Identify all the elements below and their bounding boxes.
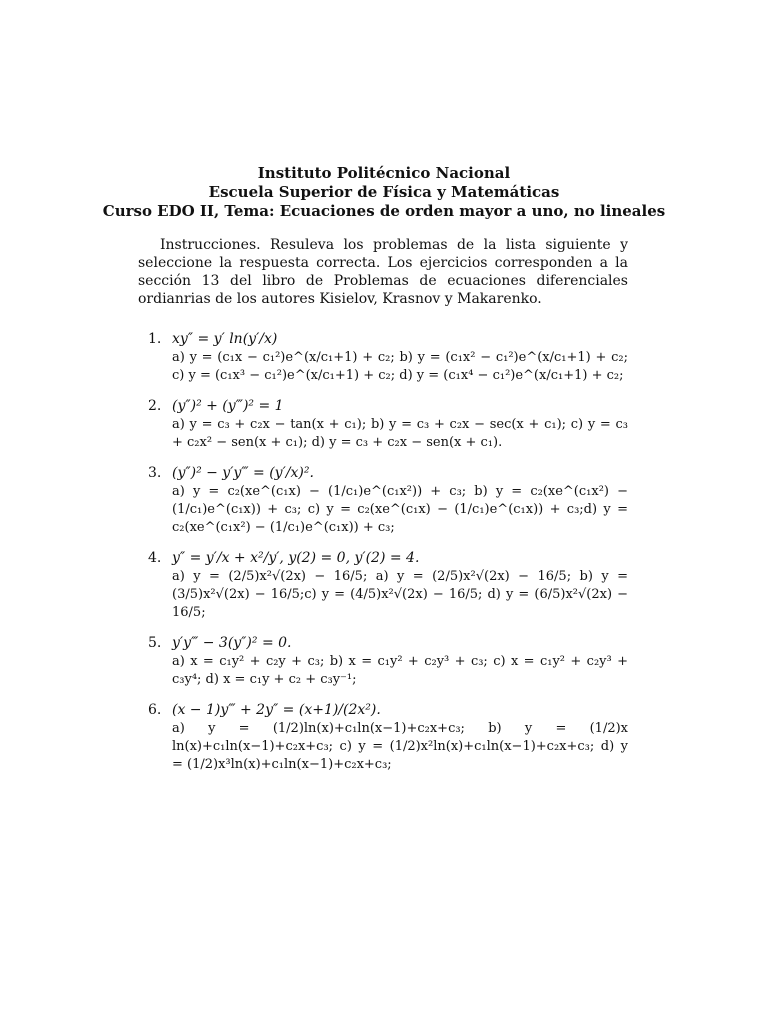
problem-number: 5. bbox=[148, 635, 162, 651]
course-title: Curso EDO II, Tema: Ecuaciones de orden mayor a uno, no lineales bbox=[102, 202, 666, 220]
problem-number: 2. bbox=[148, 398, 162, 414]
problem-options: a) y = (1/2)ln(x)+c₁ln(x−1)+c₂x+c₃; b) y = (1/2)x ln(x)+c₁ln(x−1)+c₂x+c₃; c) y = (1/2)x²ln(x)+c₁ln(x−1)+c₂x+c₃; d) y = (1/2)x³ln(x)+c₁ln(x−1)+c₂x+c₃; bbox=[172, 721, 628, 772]
problem-number: 6. bbox=[148, 702, 162, 718]
problem-options: a) y = c₃ + c₂x − tan(x + c₁); b) y = c₃ + c₂x − sec(x + c₁); c) y = c₃ + c₂x² − sen(x + c₁); d) y = c₃ + c₂x − sen(x + c₁). bbox=[172, 417, 628, 450]
school-title: Escuela Superior de Física y Matemáticas bbox=[208, 183, 560, 201]
problem-statement: (y″)² + (y‴)² = 1 bbox=[172, 398, 284, 414]
problem-5 bbox=[148, 634, 628, 689]
problem-statement: xy″ = y′ ln(y′/x) bbox=[172, 331, 278, 347]
problem-statement: (x − 1)y‴ + 2y″ = (x+1)/(2x²). bbox=[172, 702, 381, 718]
institution-title: Instituto Politécnico Nacional bbox=[257, 164, 511, 182]
problem-2 bbox=[148, 397, 628, 452]
problem-options: a) y = (2/5)x²√(2x) − 16/5; a) y = (2/5)x²√(2x) − 16/5; b) y = (3/5)x²√(2x) − 16/5;c) y = (4/5)x²√(2x) − 16/5; d) y = (6/5)x²√(2x) − 16/5; bbox=[172, 569, 628, 620]
problem-options: a) x = c₁y² + c₂y + c₃; b) x = c₁y² + c₂y³ + c₃; c) x = c₁y² + c₂y³ + c₃y⁴; d) x = c₁y + c₂ + c₃y⁻¹; bbox=[172, 654, 628, 687]
problem-statement: y′y‴ − 3(y″)² = 0. bbox=[172, 635, 292, 651]
problem-options: a) y = (c₁x − c₁²)e^(x/c₁+1) + c₂; b) y = (c₁x² − c₁²)e^(x/c₁+1) + c₂; c) y = (c₁x³ − c₁²)e^(x/c₁+1) + c₂; d) y = (c₁x⁴ − c₁²)e^(x/c₁+1) + c₂; bbox=[172, 350, 628, 383]
problem-6 bbox=[148, 701, 628, 774]
problem-statement: (y″)² − y′y‴ = (y′/x)². bbox=[172, 465, 314, 481]
problem-number: 4. bbox=[148, 550, 162, 566]
problem-3 bbox=[148, 464, 628, 537]
problem-list bbox=[148, 330, 628, 786]
problem-number: 1. bbox=[148, 331, 162, 347]
problem-options: a) y = c₂(xe^(c₁x) − (1/c₁)e^(c₁x²)) + c₃; b) y = c₂(xe^(c₁x²) − (1/c₁)e^(c₁x)) + c₃; c) y = c₂(xe^(c₁x) − (1/c₁)e^(c₁x)) + c₃;d) y = c₂(xe^(c₁x²) − (1/c₁)e^(c₁x)) + c₃; bbox=[172, 484, 628, 535]
document-header bbox=[0, 164, 768, 221]
problem-1 bbox=[148, 330, 628, 385]
instructions-paragraph: Instrucciones. Resuleva los problemas de la lista siguiente y seleccione la respuesta correcta. Los ejercicios corresponden a la sección 13 del libro de Problemas de ecuaciones diferenciales ordianrias de los autores Kisielov, Krasnov y Makarenko. bbox=[138, 237, 628, 307]
problem-number: 3. bbox=[148, 465, 162, 481]
problem-4 bbox=[148, 549, 628, 622]
problem-statement: y″ = y′/x + x²/y′, y(2) = 0, y′(2) = 4. bbox=[172, 550, 420, 566]
